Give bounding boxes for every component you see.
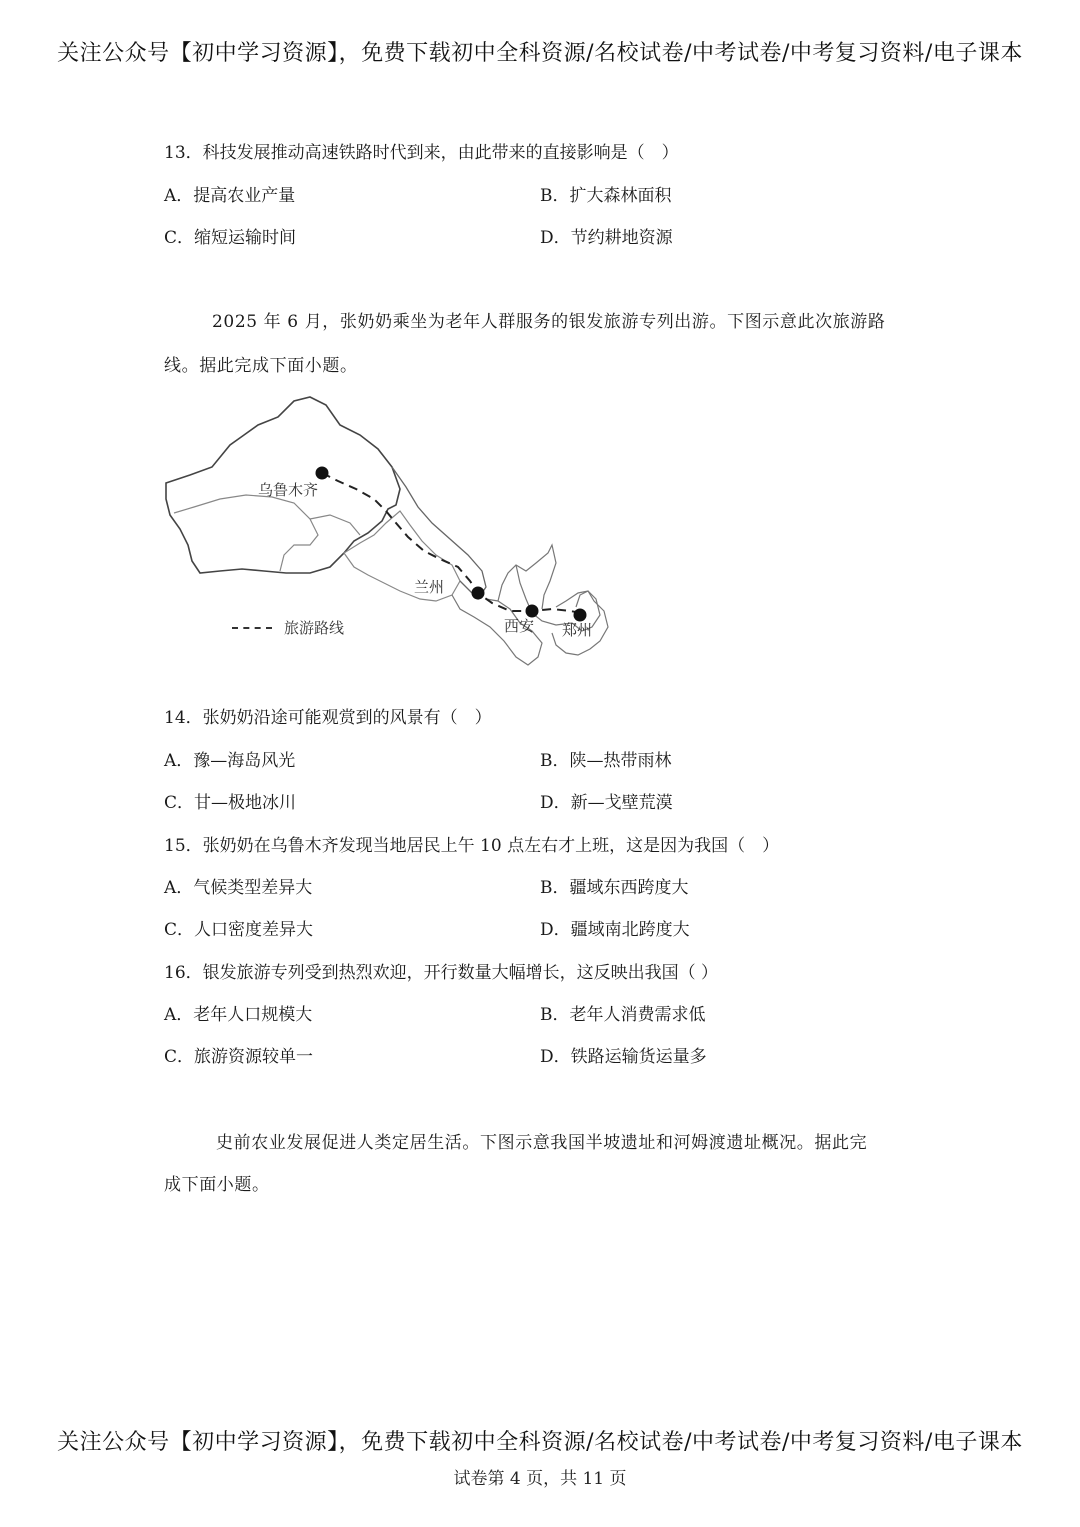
intro-paragraph-1-line-2: 线。据此完成下面小题。 xyxy=(164,356,358,376)
question-13-option-a: A．提高农业产量 xyxy=(164,186,296,206)
question-16-option-d: D．铁路运输货运量多 xyxy=(540,1047,707,1067)
question-16-option-b: B．老年人消费需求低 xyxy=(540,1005,706,1025)
lanzhou-dot xyxy=(472,587,485,600)
question-15-option-c: C．人口密度差异大 xyxy=(164,920,314,940)
question-16-stem: 16．银发旅游专列受到热烈欢迎，开行数量大幅增长，这反映出我国（ ） xyxy=(164,963,719,983)
page-number: 试卷第 4 页，共 11 页 xyxy=(453,1469,627,1489)
bottom-banner: 关注公众号【初中学习资源】，免费下载初中全科资源/名校试卷/中考试卷/中考复习资料/电子课本 xyxy=(57,1430,1023,1455)
question-15-option-b: B．疆域东西跨度大 xyxy=(540,878,689,898)
question-14-option-b: B．陕—热带雨林 xyxy=(540,751,672,771)
dashed-line-icon xyxy=(232,627,272,629)
urumqi-dot xyxy=(316,467,329,480)
map-label-zhengzhou: 郑州 xyxy=(562,621,593,639)
intro-paragraph-2-line-2: 成下面小题。 xyxy=(164,1175,270,1195)
question-14-option-d: D．新—戈壁荒漠 xyxy=(540,793,673,813)
question-13-option-c: C．缩短运输时间 xyxy=(164,228,297,248)
map-label-xian: 西安 xyxy=(504,617,535,635)
map-label-lanzhou: 兰州 xyxy=(414,578,445,596)
question-13-option-d: D．节约耕地资源 xyxy=(540,228,673,248)
question-14-stem: 14．张奶奶沿途可能观赏到的风景有（ ） xyxy=(164,708,492,728)
map-outline xyxy=(160,395,620,670)
map-label-urumqi: 乌鲁木齐 xyxy=(258,481,319,499)
question-13-stem: 13．科技发展推动高速铁路时代到来，由此带来的直接影响是（ ） xyxy=(164,143,679,163)
travel-route-map xyxy=(160,395,620,670)
question-15-stem: 15．张奶奶在乌鲁木齐发现当地居民上午 10 点左右才上班，这是因为我国（ ） xyxy=(164,836,780,856)
top-banner: 关注公众号【初中学习资源】，免费下载初中全科资源/名校试卷/中考试卷/中考复习资料/电子课本 xyxy=(57,41,1023,66)
question-15-option-a: A．气候类型差异大 xyxy=(164,878,313,898)
map-legend xyxy=(232,617,344,638)
legend-label: 旅游路线 xyxy=(284,619,345,637)
question-14-option-c: C．甘—极地冰川 xyxy=(164,793,297,813)
question-16-option-c: C．旅游资源较单一 xyxy=(164,1047,314,1067)
question-14-option-a: A．豫—海岛风光 xyxy=(164,751,296,771)
question-13-option-b: B．扩大森林面积 xyxy=(540,186,672,206)
intro-paragraph-1-line-1: 2025 年 6 月，张奶奶乘坐为老年人群服务的银发旅游专列出游。下图示意此次旅游路 xyxy=(212,312,886,332)
question-15-option-d: D．疆域南北跨度大 xyxy=(540,920,690,940)
question-16-option-a: A．老年人口规模大 xyxy=(164,1005,313,1025)
intro-paragraph-2-line-1: 史前农业发展促进人类定居生活。下图示意我国半坡遗址和河姆渡遗址概况。据此完 xyxy=(216,1133,868,1153)
